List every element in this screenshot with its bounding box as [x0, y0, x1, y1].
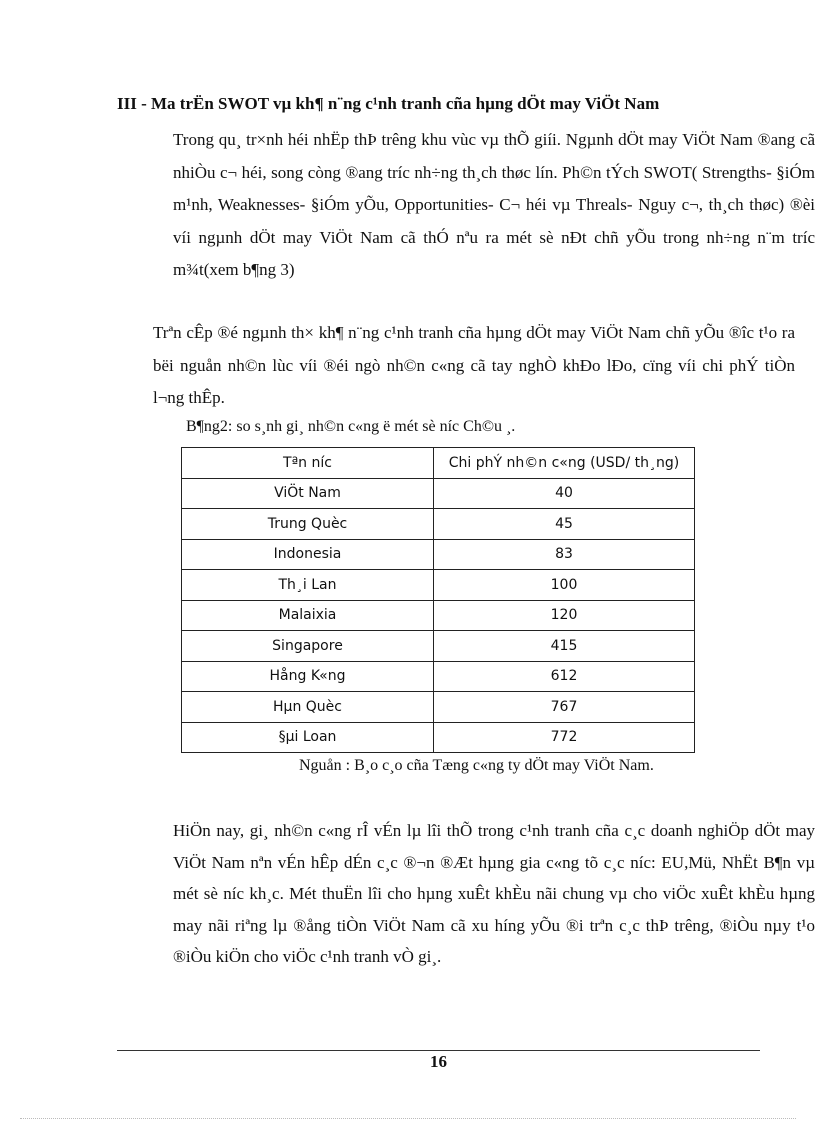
- country-cell: Malaixia: [182, 600, 434, 631]
- table-row: [182, 600, 695, 631]
- country-cell: Th¸i Lan: [182, 570, 434, 601]
- cost-cell: 100: [434, 570, 695, 601]
- table-row: [182, 539, 695, 570]
- table-source-note: Nguån : B¸o c¸o cña Tæng c«ng ty dÖt may ViÖt Nam.: [299, 757, 654, 774]
- labor-cost-table: [181, 447, 695, 753]
- table-row: [182, 661, 695, 692]
- cost-cell: 40: [434, 478, 695, 509]
- table-row: [182, 570, 695, 601]
- country-cell: §µi Loan: [182, 722, 434, 753]
- country-cell: Hµn Quèc: [182, 692, 434, 723]
- table-caption: B¶ng2: so s¸nh gi¸ nh©n c«ng ë mét sè níc Ch©u ¸.: [186, 418, 516, 435]
- table-header-row: [182, 448, 695, 479]
- cost-cell: 120: [434, 600, 695, 631]
- section-heading: III - Ma trËn SWOT vµ kh¶ n¨ng c¹nh tranh cña hµng dÖt may ViÖt Nam: [117, 94, 660, 113]
- page-number: 16: [430, 1052, 447, 1071]
- header-labor-cost: Chi phÝ nh©n c«ng (USD/ th¸ng): [434, 448, 695, 479]
- cost-cell: 83: [434, 539, 695, 570]
- country-cell: Indonesia: [182, 539, 434, 570]
- table-row: [182, 631, 695, 662]
- paragraph-swot-intro: Trong qu¸ tr×nh héi nhËp thÞ trêng khu vùc vµ thÕ giíi. Ngµnh dÖt may ViÖt Nam ®ang cã nhiÒu c¬ héi, song còng ®ang tríc nh÷ng th¸ch thøc lín. Ph©n tÝch SWOT( Strengths- §iÓm m¹nh, Weaknesses- §iÓm yÕu, Opportunities- C¬ héi vµ Threals- Nguy c¬, th¸ch thøc) ®èi víi ngµnh dÖt may ViÖt Nam cã thÓ nªu ra mét sè nÐt chñ yÕu trong nh÷ng n¨m tríc m¾t(xem b¶ng 3): [173, 130, 815, 279]
- table-row: [182, 478, 695, 509]
- cost-cell: 772: [434, 722, 695, 753]
- table-row: [182, 722, 695, 753]
- country-cell: Singapore: [182, 631, 434, 662]
- paragraph-cheap-labor: HiÖn nay, gi¸ nh©n c«ng rÎ vÉn lµ lîi thÕ trong c¹nh tranh cña c¸c doanh nghiÖp dÖt may ViÖt Nam nªn vÉn hÊp dÉn c¸c ®¬n ®Æt hµng gia c«ng tõ c¸c níc: EU,Mü, NhËt B¶n vµ mét sè níc kh¸c. Mét thuËn lîi cho hµng xuÊt khÈu nãi chung vµ cho viÖc xuÊt khÈu hµng may nãi riªng lµ ®ång tiÒn ViÖt Nam cã xu híng yÕu ®i trªn c¸c thÞ trêng, ®iÒu nµy t¹o ®iÒu kiÖn cho viÖc c¹nh tranh vÒ gi¸.: [173, 821, 815, 966]
- country-cell: Trung Quèc: [182, 509, 434, 540]
- country-cell: Hång K«ng: [182, 661, 434, 692]
- cost-cell: 612: [434, 661, 695, 692]
- cost-cell: 415: [434, 631, 695, 662]
- page-bottom-dotted-edge: [20, 1118, 796, 1119]
- header-country: Tªn níc: [182, 448, 434, 479]
- cost-cell: 767: [434, 692, 695, 723]
- table-row: [182, 692, 695, 723]
- country-cell: ViÖt Nam: [182, 478, 434, 509]
- footer-divider: [117, 1050, 760, 1051]
- table-row: [182, 509, 695, 540]
- cost-cell: 45: [434, 509, 695, 540]
- paragraph-labor-advantage: Trªn cÊp ®é ngµnh th× kh¶ n¨ng c¹nh tranh cña hµng dÖt may ViÖt Nam chñ yÕu ®îc t¹o ra bëi nguån nh©n lùc víi ®éi ngò nh©n c«ng cã tay nghÒ khÐo lÐo, cïng víi chi phÝ tiÒn l¬ng thÊp.: [153, 323, 795, 407]
